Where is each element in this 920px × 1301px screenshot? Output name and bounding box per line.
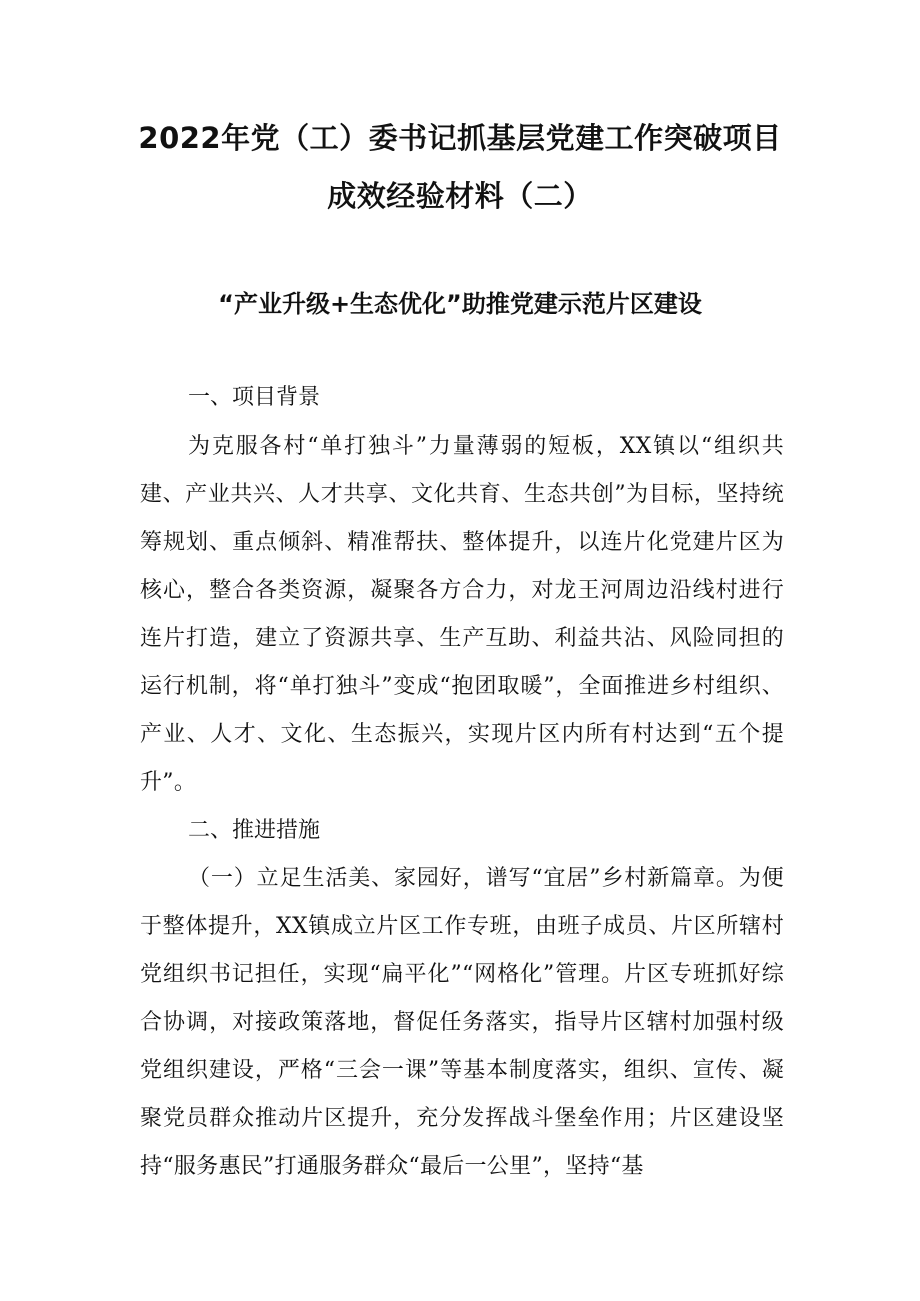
paragraph-measures: （一）立足生活美、家园好，谱写“宜居”乡村新篇章。为便于整体提升，XX镇成立片区工作专班，由班子成员、片区所辖村党组织书记担任，实现“扁平化”“网格化”管理。片区专班抓好综合协调，对接政策落地，督促任务落实，指导片区辖村加强村级党组织建设，严格“三会一课”等基本制度落实，组织、宣传、凝聚党员群众推动片区提升，充分发挥战斗堡垒作用；片区建设坚持“服务惠民”打通服务群众“最后一公里”，坚持“基 xyxy=(140,866,784,1179)
document-subtitle: “产业升级+生态优化”助推党建示范片区建设 xyxy=(218,290,702,318)
document-title-line-1: 2022年党（工）委书记抓基层党建工作突破项目 xyxy=(138,121,782,155)
section-heading-background: 一、项目背景 xyxy=(188,385,321,410)
paragraph-background: 为克服各村“单打独斗”力量薄弱的短板，XX镇以“组织共建、产业共兴、人才共享、文化共育、生态共创”为目标，坚持统筹规划、重点倾斜、精准帮扶、整体提升，以连片化党建片区为核心，整合各类资源，凝聚各方合力，对龙王河周边沿线村进行连片打造，建立了资源共享、生产互助、利益共沾、风险同担的运行机制，将“单打独斗”变成“抱团取暖”，全面推进乡村组织、产业、人才、文化、生态振兴，实现片区内所有村达到“五个提升”。 xyxy=(140,434,784,795)
document-title-line-2: 成效经验材料（二） xyxy=(327,179,593,213)
section-heading-measures: 二、推进措施 xyxy=(188,818,321,843)
